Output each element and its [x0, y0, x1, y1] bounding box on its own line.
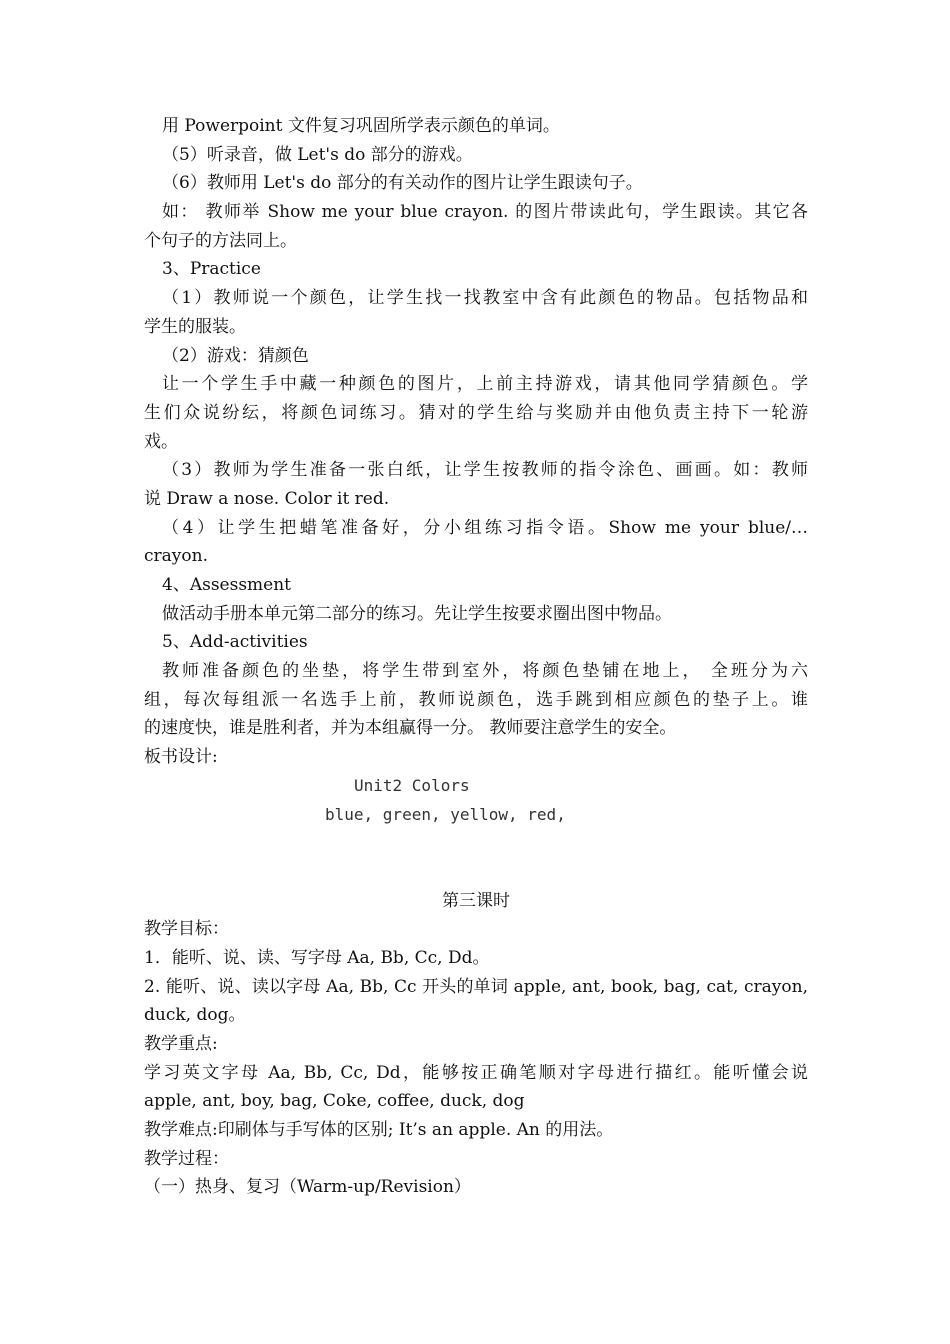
section-heading-add-activities: 5、Add-activities	[162, 632, 308, 653]
paragraph-line: 让一个学生手中藏一种颜色的图片，上前主持游戏，请其他同学猜颜色。学	[162, 374, 808, 395]
paragraph-line: 2. 能听、说、读以字母 Aa, Bb, Cc 开头的单词 apple, ant, book, bag, cat, crayon,	[144, 976, 808, 997]
paragraph-line: 个句子的方法同上。	[144, 230, 297, 251]
paragraph-line: 教师准备颜色的坐垫，将学生带到室外，将颜色垫铺在地上， 全班分为六	[162, 661, 808, 682]
paragraph-line: 教学过程：	[144, 1148, 229, 1169]
paragraph-line: （5）听录音，做 Let's do 部分的游戏。	[162, 144, 473, 165]
paragraph-line: duck, dog。	[144, 1005, 246, 1026]
paragraph-line: 说 Draw a nose. Color it red.	[144, 488, 390, 509]
paragraph-line: 教学难点:印刷体与手写体的区别; It’s an apple. An 的用法。	[144, 1120, 614, 1141]
section-heading-practice: 3、Practice	[162, 259, 261, 280]
paragraph-line: （3）教师为学生准备一张白纸，让学生按教师的指令涂色、画画。如：教师	[162, 460, 808, 481]
paragraph-line: 教学重点:	[144, 1034, 218, 1054]
paragraph-line: 教学目标：	[144, 919, 229, 940]
paragraph-line: apple, ant, boy, bag, Coke, coffee, duck, dog	[144, 1091, 525, 1112]
paragraph-line: 组，每次每组派一名选手上前，教师说颜色，选手跳到相应颜色的垫子上。谁	[144, 689, 808, 710]
paragraph-line: crayon.	[144, 546, 208, 567]
board-design-label: 板书设计:	[144, 747, 218, 768]
paragraph-line: 的速度快，谁是胜利者，并为本组赢得一分。 教师要注意学生的安全。	[144, 718, 677, 739]
board-title: Unit2 Colors	[354, 775, 470, 795]
paragraph-line: 戏。	[144, 431, 178, 452]
paragraph-line: 做活动手册本单元第二部分的练习。先让学生按要求圈出图中物品。	[162, 603, 672, 624]
document-page	[144, 112, 808, 1202]
lesson-heading: 第三课时	[442, 890, 510, 911]
paragraph-line: 用 Powerpoint 文件复习巩固所学表示颜色的单词。	[162, 116, 560, 136]
paragraph-line: 学生的服装。	[144, 316, 246, 337]
paragraph-line: （1）教师说一个颜色，让学生找一找教室中含有此颜色的物品。包括物品和	[162, 288, 808, 309]
section-heading-assessment: 4、Assessment	[162, 575, 292, 595]
paragraph-line: （一）热身、复习（Warm-up/Revision）	[144, 1177, 471, 1198]
board-words: blue, green, yellow, red,	[325, 804, 566, 824]
paragraph-line: （6）教师用 Let's do 部分的有关动作的图片让学生跟读句子。	[162, 173, 643, 194]
paragraph-line: （2）游戏：猜颜色	[162, 345, 309, 366]
paragraph-line: 生们众说纷纭，将颜色词练习。猜对的学生给与奖励并由他负责主持下一轮游	[144, 402, 808, 423]
paragraph-line: 学习英文字母 Aa, Bb, Cc, Dd，能够按正确笔顺对字母进行描红。能听懂会说	[144, 1062, 808, 1083]
spacer	[144, 829, 808, 858]
paragraph-line: （4）让学生把蜡笔准备好，分小组练习指令语。Show me your blue/…	[162, 517, 808, 538]
spacer	[144, 858, 808, 887]
paragraph-line: 如： 教师举 Show me your blue crayon. 的图片带读此句，学生跟读。其它各	[162, 202, 808, 223]
paragraph-line: 1．能听、说、读、写字母 Aa, Bb, Cc, Dd。	[144, 947, 490, 968]
